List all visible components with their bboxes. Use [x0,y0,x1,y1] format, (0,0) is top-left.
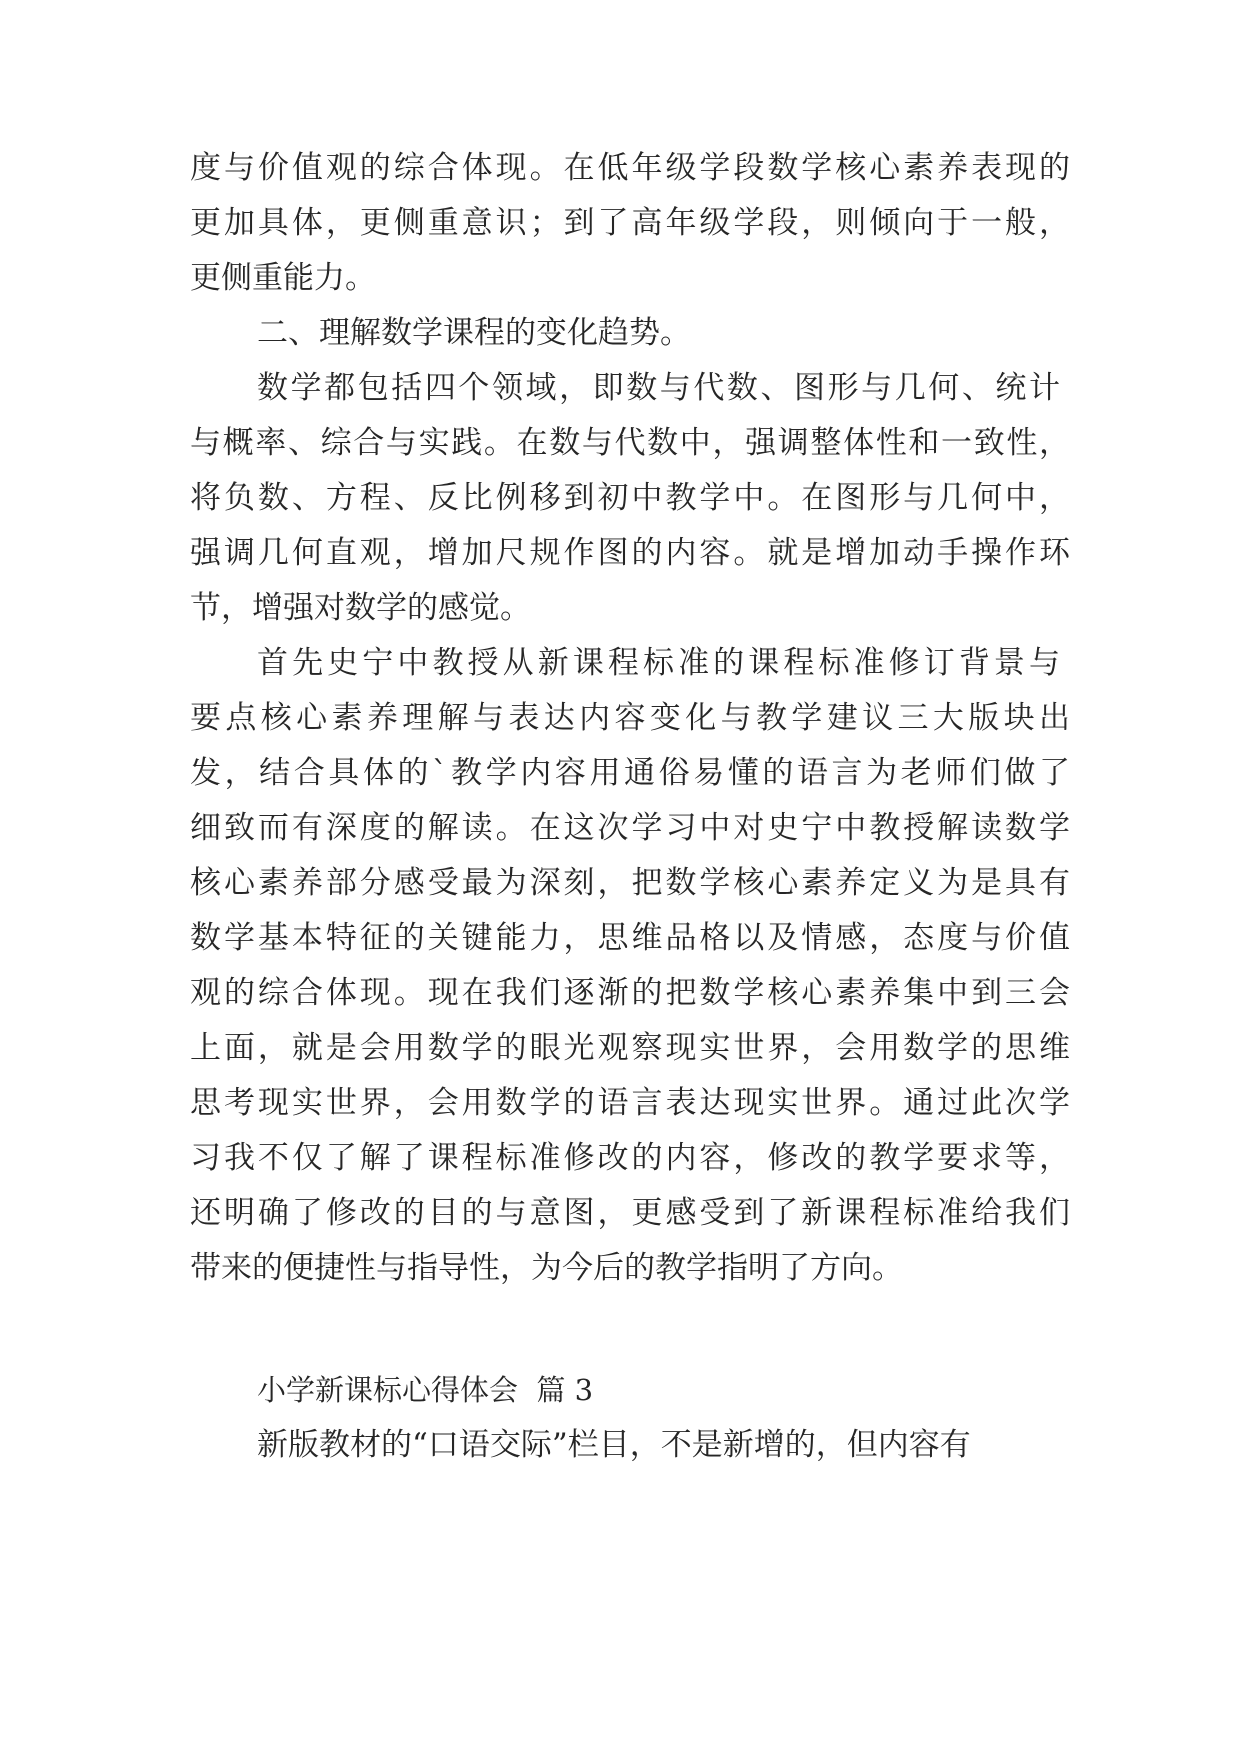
paragraph-line: 数学基本特征的关键能力，思维品格以及情感，态度与价值 [190,920,1070,956]
paragraph-line: 上面，就是会用数学的眼光观察现实世界，会用数学的思维 [190,1030,1070,1066]
paragraph-line: 要点核心素养理解与表达内容变化与教学建议三大版块出 [190,700,1070,736]
paragraph-line: 还明确了修改的目的与意图，更感受到了新课程标准给我们 [190,1195,1070,1231]
paragraph-line: 强调几何直观，增加尺规作图的内容。就是增加动手操作环 [190,535,1070,571]
paragraph-line: 与概率、综合与实践。在数与代数中，强调整体性和一致性， [190,425,1070,461]
paragraph-line: 数学都包括四个领域，即数与代数、图形与几何、统计 [257,370,1060,406]
paragraph-line: 习我不仅了解了课程标准修改的内容，修改的教学要求等， [190,1140,1070,1176]
paragraph-line: 更侧重能力。 [190,260,376,296]
paragraph-line: 发，结合具体的`教学内容用通俗易懂的语言为老师们做了 [190,755,1070,791]
paragraph-line: 带来的便捷性与指导性，为今后的教学指明了方向。 [190,1250,903,1286]
paragraph-line: 将负数、方程、反比例移到初中教学中。在图形与几何中， [190,480,1070,516]
section-heading: 二、理解数学课程的变化趋势。 [257,315,691,351]
paragraph-line: 思考现实世界，会用数学的语言表达现实世界。通过此次学 [190,1085,1070,1121]
article-title: 小学新课标心得体会 篇 3 [257,1373,594,1407]
paragraph-line: 度与价值观的综合体现。在低年级学段数学核心素养表现的 [190,150,1070,186]
paragraph-line: 首先史宁中教授从新课程标准的课程标准修订背景与 [257,645,1060,681]
paragraph-line: 节，增强对数学的感觉。 [190,590,531,626]
paragraph-line: 新版教材的“口语交际”栏目，不是新增的，但内容有 [257,1427,971,1463]
paragraph-line: 细致而有深度的解读。在这次学习中对史宁中教授解读数学 [190,810,1070,846]
paragraph-line: 核心素养部分感受最为深刻，把数学核心素养定义为是具有 [190,865,1070,901]
paragraph-line: 更加具体，更侧重意识；到了高年级学段，则倾向于一般， [190,205,1070,241]
paragraph-line: 观的综合体现。现在我们逐渐的把数学核心素养集中到三会 [190,975,1070,1011]
